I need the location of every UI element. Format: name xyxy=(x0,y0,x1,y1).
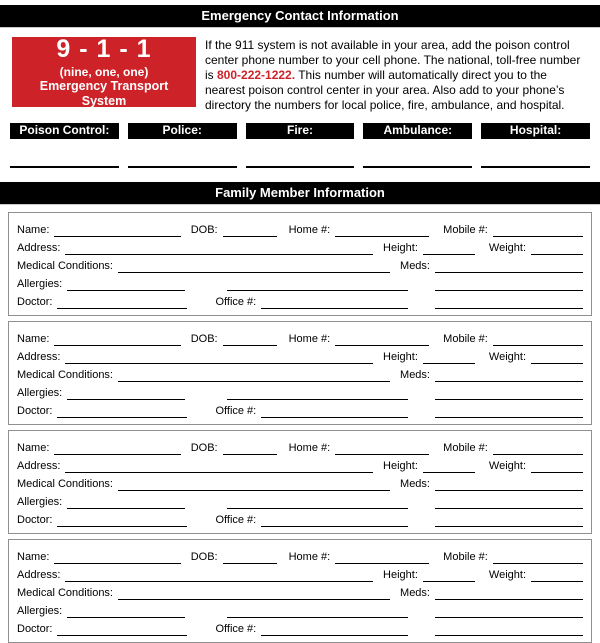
member-row-medical xyxy=(17,582,583,600)
office-phone-blank-line xyxy=(261,623,408,636)
office-phone-blank-line xyxy=(261,405,408,418)
dob-blank-line xyxy=(223,224,277,237)
member-row-allergies xyxy=(17,273,583,291)
emergency-system-label: Emergency Transport System xyxy=(39,78,169,108)
meds-continuation-line-2 xyxy=(435,623,583,636)
dob-blank-line xyxy=(223,333,277,346)
allergies-label: Allergies: xyxy=(17,278,63,290)
mobile-phone-blank-line xyxy=(493,551,583,564)
spacer xyxy=(408,635,435,636)
dob-label: DOB: xyxy=(190,333,218,345)
member-row-address xyxy=(17,237,583,255)
mobile-phone-label: Mobile #: xyxy=(443,333,488,345)
allergies-blank-line xyxy=(67,387,185,400)
address-blank-line xyxy=(65,351,373,364)
height-label: Height: xyxy=(383,351,418,363)
member-row-allergies xyxy=(17,491,583,509)
spacer xyxy=(187,417,215,418)
member-row-allergies xyxy=(17,382,583,400)
mobile-phone-blank-line xyxy=(493,333,583,346)
spacer xyxy=(185,617,227,618)
meds-continuation-line xyxy=(435,605,583,618)
doctor-label: Doctor: xyxy=(17,296,53,308)
mobile-phone-label: Mobile #: xyxy=(443,551,488,563)
height-label: Height: xyxy=(383,569,418,581)
poison-control-instructions xyxy=(205,37,588,113)
member-row-name xyxy=(17,219,583,237)
allergies-continuation-line xyxy=(227,278,408,291)
allergies-blank-line xyxy=(67,278,185,291)
member-row-doctor xyxy=(17,618,583,636)
medical-conditions-label: Medical Conditions: xyxy=(17,369,113,381)
allergies-continuation-line xyxy=(227,605,408,618)
allergies-label: Allergies: xyxy=(17,496,63,508)
doctor-label: Doctor: xyxy=(17,405,53,417)
contact-label-fire: Fire: xyxy=(246,123,355,139)
home-phone-label: Home #: xyxy=(288,442,331,454)
contact-blank-line-ambulance xyxy=(363,166,472,168)
medical-conditions-blank-line xyxy=(118,587,390,600)
spacer xyxy=(408,290,435,291)
spacer xyxy=(187,526,215,527)
name-label: Name: xyxy=(17,333,50,345)
meds-continuation-line-2 xyxy=(435,296,583,309)
poison-control-phone-number: 800-222-1222. xyxy=(217,68,296,82)
address-blank-line xyxy=(65,242,373,255)
medical-conditions-label: Medical Conditions: xyxy=(17,478,113,490)
doctor-blank-line xyxy=(57,296,187,309)
office-phone-label: Office #: xyxy=(215,405,257,417)
office-phone-label: Office #: xyxy=(215,296,257,308)
member-row-allergies xyxy=(17,600,583,618)
medical-conditions-label: Medical Conditions: xyxy=(17,587,113,599)
home-phone-blank-line xyxy=(335,442,429,455)
office-phone-label: Office #: xyxy=(215,623,257,635)
office-phone-blank-line xyxy=(261,296,408,309)
meds-label: Meds: xyxy=(400,260,430,272)
doctor-blank-line xyxy=(57,405,187,418)
height-blank-line xyxy=(423,351,475,364)
dob-label: DOB: xyxy=(190,224,218,236)
allergies-continuation-line xyxy=(227,387,408,400)
member-row-doctor xyxy=(17,400,583,418)
allergies-blank-line xyxy=(67,605,185,618)
member-row-name xyxy=(17,328,583,346)
meds-continuation-line xyxy=(435,278,583,291)
member-row-medical xyxy=(17,364,583,382)
meds-blank-line xyxy=(435,587,583,600)
meds-label: Meds: xyxy=(400,369,430,381)
address-label: Address: xyxy=(17,351,61,363)
address-label: Address: xyxy=(17,242,61,254)
emergency-number: 9 - 1 - 1 xyxy=(56,34,152,63)
spacer xyxy=(185,290,227,291)
member-row-name xyxy=(17,437,583,455)
weight-label: Weight: xyxy=(488,242,526,254)
member-row-name xyxy=(17,546,583,564)
home-phone-label: Home #: xyxy=(288,333,331,345)
mobile-phone-blank-line xyxy=(493,224,583,237)
doctor-blank-line xyxy=(57,623,187,636)
doctor-label: Doctor: xyxy=(17,514,53,526)
name-blank-line xyxy=(54,442,180,455)
contact-blank-line-police xyxy=(128,166,237,168)
spacer xyxy=(408,526,435,527)
medical-conditions-blank-line xyxy=(118,260,390,273)
height-blank-line xyxy=(423,460,475,473)
name-blank-line xyxy=(54,224,180,237)
name-label: Name: xyxy=(17,442,50,454)
home-phone-label: Home #: xyxy=(288,551,331,563)
allergies-label: Allergies: xyxy=(17,387,63,399)
member-row-doctor xyxy=(17,509,583,527)
member-row-address xyxy=(17,346,583,364)
contact-labels-row xyxy=(10,123,590,139)
weight-label: Weight: xyxy=(488,351,526,363)
emergency-info-section xyxy=(12,34,588,113)
height-label: Height: xyxy=(383,460,418,472)
weight-blank-line xyxy=(531,351,583,364)
spacer xyxy=(408,417,435,418)
meds-continuation-line-2 xyxy=(435,405,583,418)
family-member-block xyxy=(8,212,592,316)
member-row-medical xyxy=(17,255,583,273)
address-blank-line xyxy=(65,569,373,582)
home-phone-blank-line xyxy=(335,551,429,564)
spacer xyxy=(185,508,227,509)
contact-blank-line-fire xyxy=(246,166,355,168)
height-label: Height: xyxy=(383,242,418,254)
member-row-medical xyxy=(17,473,583,491)
meds-blank-line xyxy=(435,478,583,491)
office-phone-blank-line xyxy=(261,514,408,527)
name-blank-line xyxy=(54,333,180,346)
weight-label: Weight: xyxy=(488,569,526,581)
meds-label: Meds: xyxy=(400,587,430,599)
member-row-doctor xyxy=(17,291,583,309)
spacer xyxy=(408,308,435,309)
weight-blank-line xyxy=(531,569,583,582)
emergency-number-words: (nine, one, one) xyxy=(59,64,149,79)
spacer xyxy=(185,399,227,400)
emergency-section-title: Emergency Contact Information xyxy=(201,8,399,23)
emergency-section-header xyxy=(0,5,600,28)
meds-continuation-line xyxy=(435,387,583,400)
contact-blank-line-hospital xyxy=(481,166,590,168)
name-blank-line xyxy=(54,551,180,564)
doctor-blank-line xyxy=(57,514,187,527)
meds-continuation-line xyxy=(435,496,583,509)
family-section-title: Family Member Information xyxy=(215,185,385,200)
family-member-block xyxy=(8,321,592,425)
emergency-911-box xyxy=(12,34,196,108)
meds-blank-line xyxy=(435,369,583,382)
family-member-block xyxy=(8,539,592,643)
member-row-address xyxy=(17,455,583,473)
allergies-blank-line xyxy=(67,496,185,509)
height-blank-line xyxy=(423,242,475,255)
dob-blank-line xyxy=(223,442,277,455)
dob-blank-line xyxy=(223,551,277,564)
dob-label: DOB: xyxy=(190,551,218,563)
address-blank-line xyxy=(65,460,373,473)
contact-label-hospital: Hospital: xyxy=(481,123,590,139)
weight-blank-line xyxy=(531,460,583,473)
height-blank-line xyxy=(423,569,475,582)
meds-continuation-line-2 xyxy=(435,514,583,527)
allergies-continuation-line xyxy=(227,496,408,509)
address-label: Address: xyxy=(17,460,61,472)
spacer xyxy=(408,399,435,400)
contact-label-poison-control: Poison Control: xyxy=(10,123,119,139)
meds-blank-line xyxy=(435,260,583,273)
medical-conditions-label: Medical Conditions: xyxy=(17,260,113,272)
spacer xyxy=(187,308,215,309)
member-row-address xyxy=(17,564,583,582)
contact-blank-lines-row xyxy=(10,166,590,168)
instructions-text-after: This number will automatically direct you to the nearest poison control center in your area. Also add to your phone’s directory the numbers for local police, fire, ambulance, and hospital. xyxy=(205,68,565,112)
home-phone-blank-line xyxy=(335,333,429,346)
dob-label: DOB: xyxy=(190,442,218,454)
medical-conditions-blank-line xyxy=(118,369,390,382)
address-label: Address: xyxy=(17,569,61,581)
allergies-label: Allergies: xyxy=(17,605,63,617)
home-phone-label: Home #: xyxy=(288,224,331,236)
name-label: Name: xyxy=(17,224,50,236)
home-phone-blank-line xyxy=(335,224,429,237)
spacer xyxy=(408,617,435,618)
family-member-block xyxy=(8,430,592,534)
name-label: Name: xyxy=(17,551,50,563)
contact-label-ambulance: Ambulance: xyxy=(363,123,472,139)
contact-label-police: Police: xyxy=(128,123,237,139)
doctor-label: Doctor: xyxy=(17,623,53,635)
weight-blank-line xyxy=(531,242,583,255)
instructions-text-before: If the 911 system is not available in your area, add the poison control center phone number to your cell phone. The national, toll-free number is xyxy=(205,38,581,82)
mobile-phone-blank-line xyxy=(493,442,583,455)
meds-label: Meds: xyxy=(400,478,430,490)
spacer xyxy=(408,508,435,509)
weight-label: Weight: xyxy=(488,460,526,472)
mobile-phone-label: Mobile #: xyxy=(443,442,488,454)
office-phone-label: Office #: xyxy=(215,514,257,526)
medical-conditions-blank-line xyxy=(118,478,390,491)
mobile-phone-label: Mobile #: xyxy=(443,224,488,236)
family-section-header xyxy=(0,182,600,205)
spacer xyxy=(187,635,215,636)
family-section xyxy=(8,212,592,643)
contact-blank-line-poison-control xyxy=(10,166,119,168)
